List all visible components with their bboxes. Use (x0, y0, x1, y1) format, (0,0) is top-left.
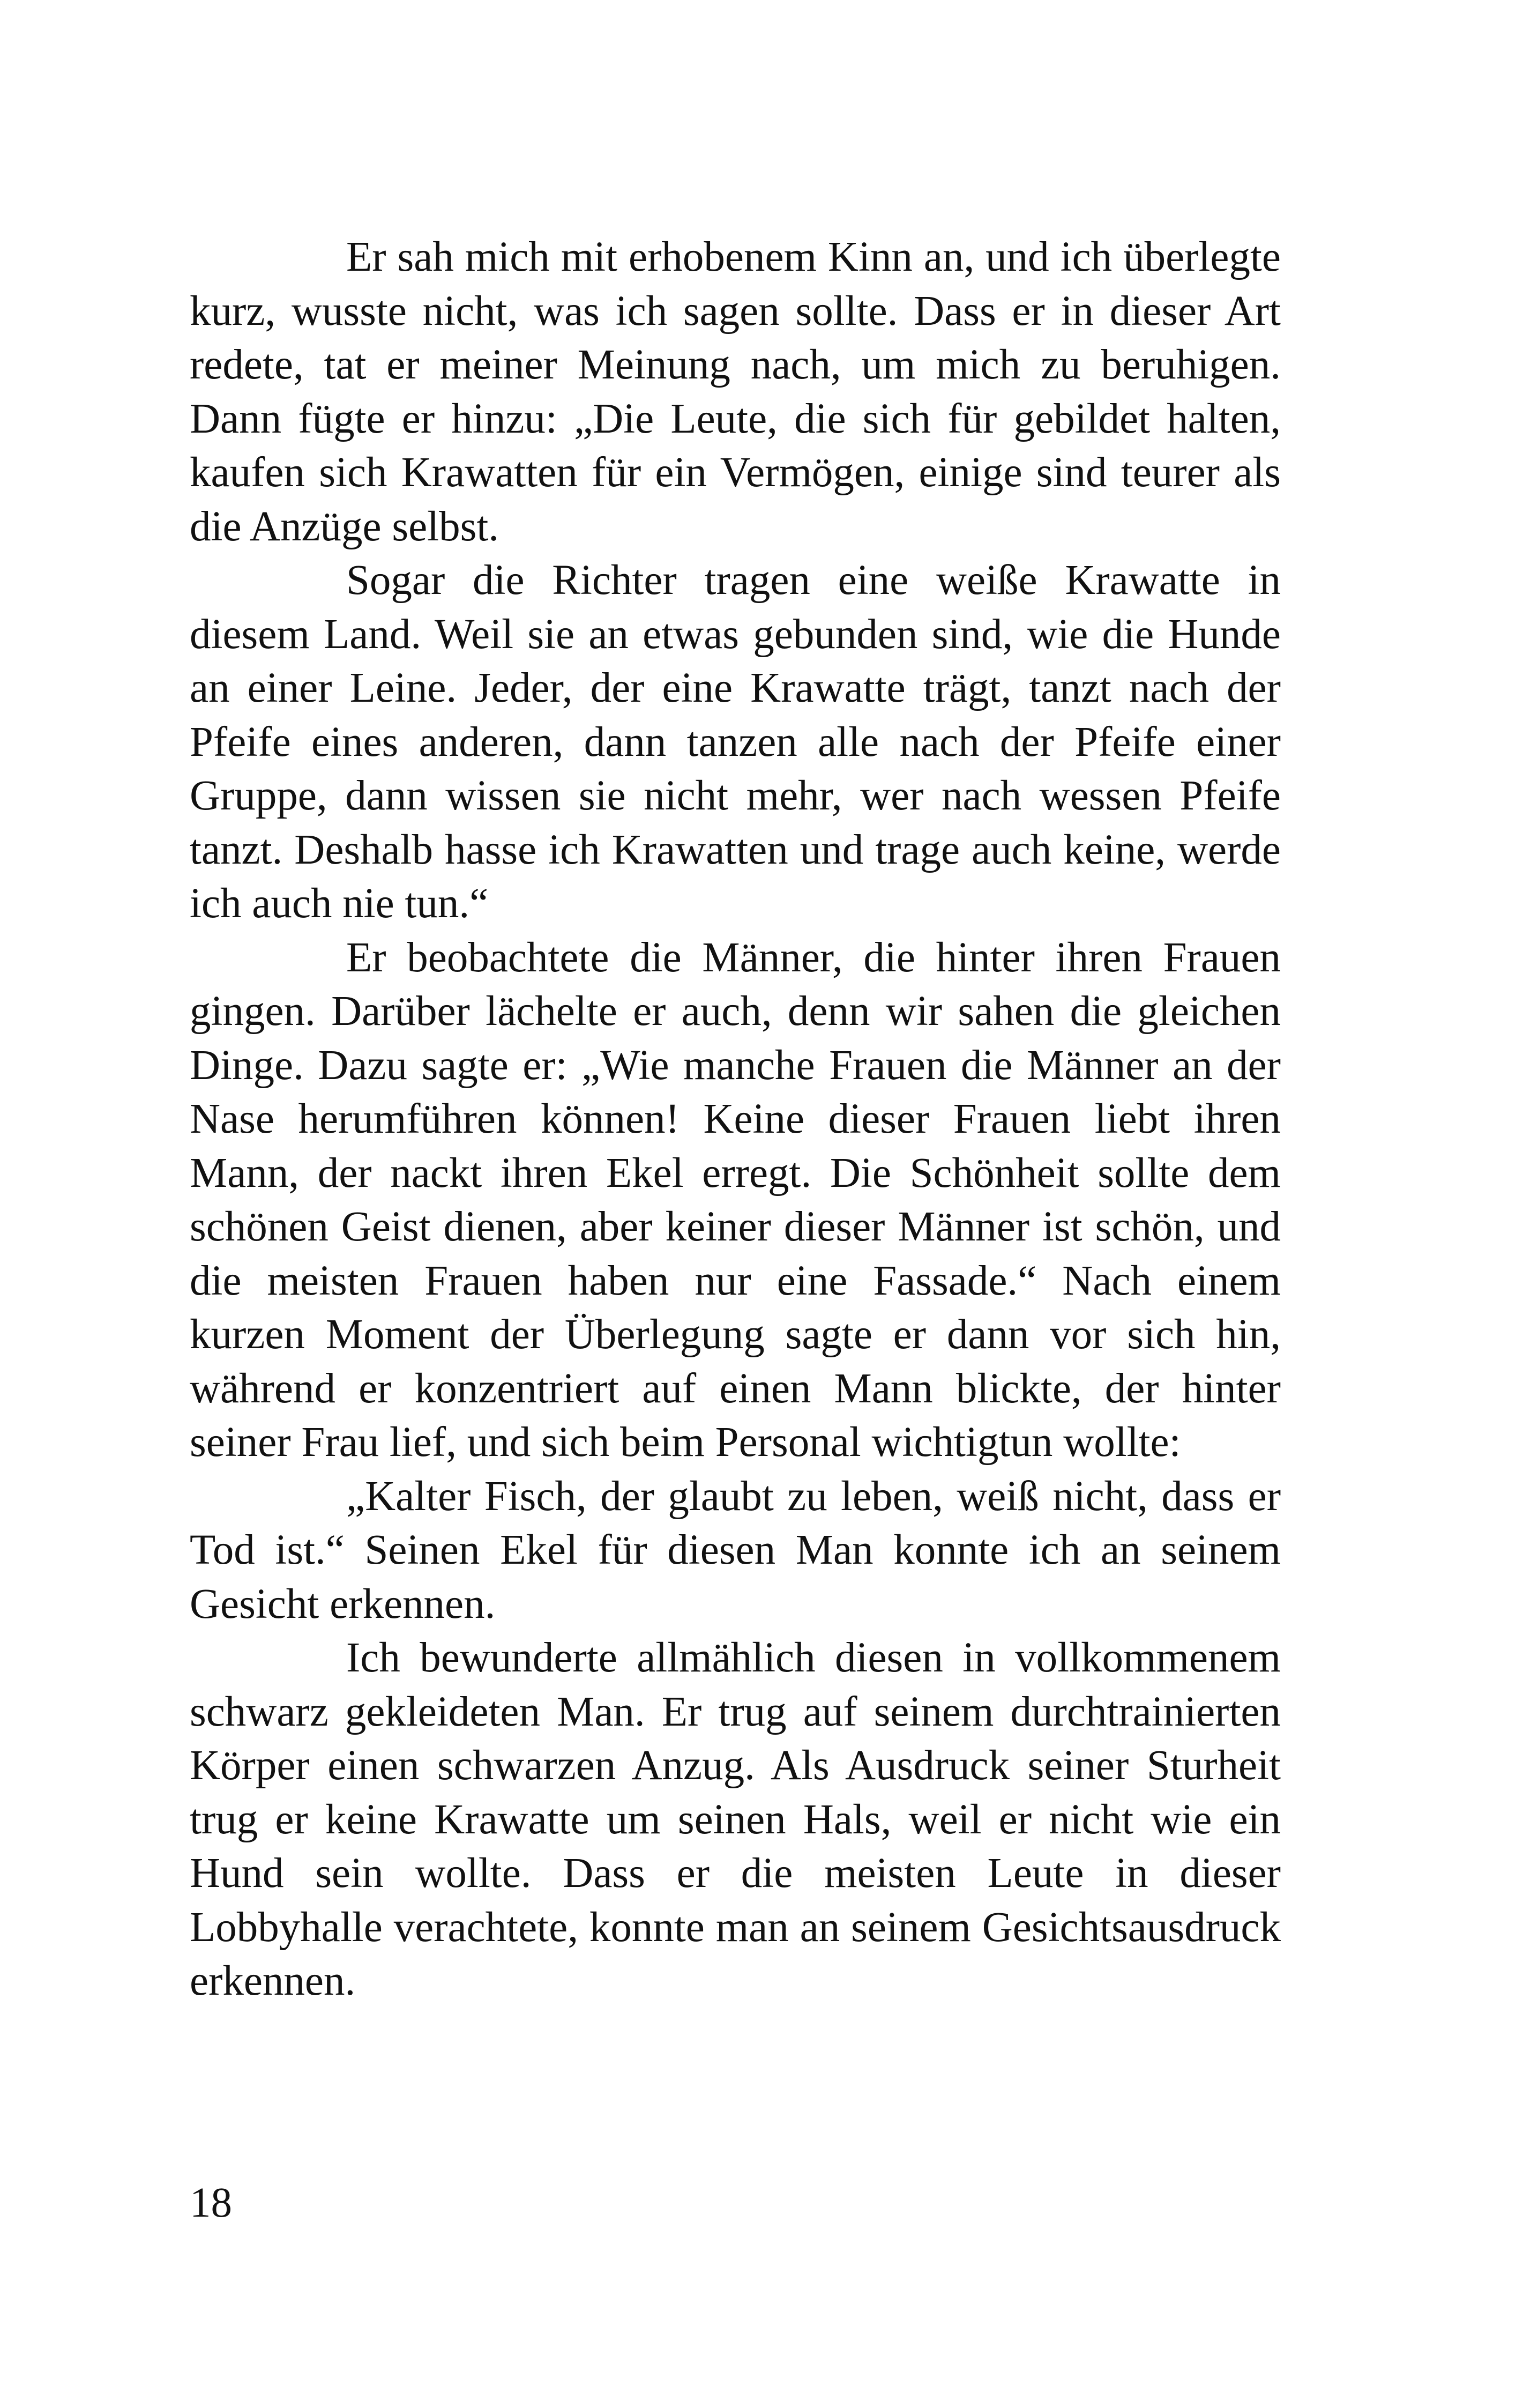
paragraph-5: Ich bewunderte allmählich diesen in vollkommenem schwarz gekleideten Man. Er trug auf seinem durchtrainierten Körper einen schwarzen Anzug. Als Ausdruck seiner Sturheit trug er keine Krawatte um seinen Hals, weil er nicht wie ein Hund sein wollte. Dass er die meisten Leute in dieser Lobbyhalle verachtete, konnte man an seinem Gesichtsausdruck erkennen. (190, 1634, 1281, 2004)
paragraph-3: Er beobachtete die Männer, die hinter ihren Frauen gingen. Darüber lächelte er auch, denn wir sahen die gleichen Dinge. Dazu sagte er: „Wie manche Frauen die Männer an der Nase herumführen können! Keine dieser Frauen liebt ihren Mann, der nackt ihren Ekel erregt. Die Schönheit sollte dem schönen Geist dienen, aber keiner dieser Männer ist schön, und die meisten Frauen haben nur eine Fassade.“ Nach einem kurzen Moment der Überlegung sagte er dann vor sich hin, während er konzentriert auf einen Mann blickte, der hinter seiner Frau lief, und sich beim Personal wichtigtun wollte: (190, 934, 1281, 1466)
paragraph-4: „Kalter Fisch, der glaubt zu leben, weiß nicht, dass er Tod ist.“ Seinen Ekel für diesen Man konnte ich an seinem Gesicht erkennen. (190, 1473, 1281, 1627)
page-number: 18 (190, 2180, 232, 2226)
body-text (190, 231, 1281, 2009)
paragraph-1: Er sah mich mit erhobenem Kinn an, und ich überlegte kurz, wusste nicht, was ich sagen sollte. Dass er in dieser Art redete, tat er meiner Meinung nach, um mich zu beruhigen. Dann fügte er hinzu: „Die Leute, die sich für gebildet halten, kaufen sich Krawatten für ein Vermögen, einige sind teurer als die Anzüge selbst. (190, 234, 1281, 550)
paragraph-2: Sogar die Richter tragen eine weiße Krawatte in diesem Land. Weil sie an etwas gebunden sind, wie die Hunde an einer Leine. Jeder, der eine Krawatte trägt, tanzt nach der Pfeife eines anderen, dann tanzen alle nach der Pfeife einer Gruppe, dann wissen sie nicht mehr, wer nach wessen Pfeife tanzt. Deshalb hasse ich Krawatten und trage auch keine, werde ich auch nie tun.“ (190, 557, 1281, 927)
